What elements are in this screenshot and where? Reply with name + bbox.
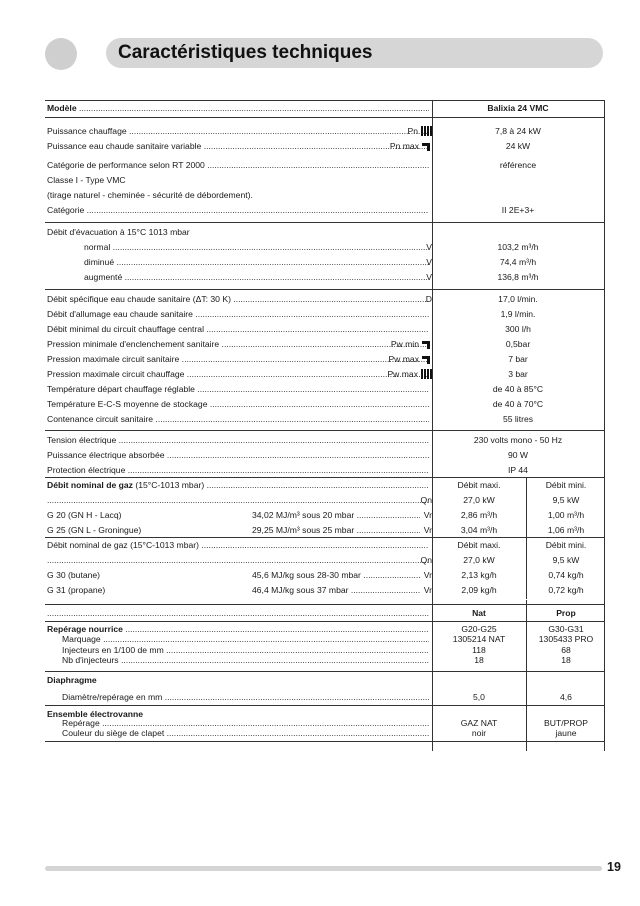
radiator-icon <box>421 126 432 136</box>
row-value-col1: 27,0 kW <box>463 495 495 505</box>
header-rule <box>45 117 604 118</box>
electrovanne-row <box>45 718 604 729</box>
row-value-col1: 118 <box>472 644 486 655</box>
row-label <box>47 606 429 621</box>
hydraulic-row <box>45 307 604 322</box>
header-circle <box>45 38 77 70</box>
row-value: 136,8 m³/h <box>497 272 539 282</box>
row-value-col2: Débit mini. <box>545 540 587 550</box>
row-label: G 25 (GN L - Groningue) <box>47 525 142 535</box>
hydraulic-row <box>45 322 604 337</box>
row-value-col1: noir <box>471 728 487 738</box>
tirage-row <box>45 188 604 203</box>
row-label: Nb d'injecteurs ..... <box>62 655 429 666</box>
row-label: G 31 (propane) <box>47 585 106 595</box>
row-label: augmenté ..... <box>84 270 429 285</box>
row-symbol: Pn max <box>390 139 432 154</box>
model-label: Modèle <box>47 103 77 113</box>
rt2000-row <box>45 158 604 173</box>
row-symbol: V <box>426 272 432 282</box>
row-value-col1: 27,0 kW <box>463 555 495 565</box>
row-value-col1: 1305214 NAT <box>452 634 506 644</box>
row-value-col1: 18 <box>474 655 484 665</box>
section-rule <box>45 741 604 742</box>
tap-icon <box>422 339 432 349</box>
row-value-col1: 2,09 kg/h <box>461 585 497 595</box>
row-value: 7 bar <box>508 354 528 364</box>
electrical-row <box>45 463 604 478</box>
hydraulic-row <box>45 412 604 427</box>
gas-prop-row <box>45 568 604 583</box>
hydraulic-row <box>45 367 604 382</box>
row-label: Couleur du siège de clapet ..... <box>62 728 429 739</box>
row-label: Pression minimale d'enclenchement sanitaire ..... <box>47 337 429 352</box>
row-value-col2: 0,74 kg/h <box>548 570 584 580</box>
gas-nat-title <box>45 478 604 493</box>
row-label: Pression maximale circuit sanitaire ..... <box>47 352 429 367</box>
evacuation-row <box>45 240 604 255</box>
row-value-col2: 1,00 m³/h <box>547 510 585 520</box>
row-label: normal ..... <box>84 240 429 255</box>
row-label <box>47 553 429 568</box>
row-symbol: Pw min <box>391 337 432 352</box>
row-label: G 20 (GN H - Lacq) <box>47 510 122 520</box>
row-value-col2: Prop <box>556 608 576 618</box>
hydraulic-row <box>45 292 604 307</box>
section-rule <box>45 430 604 431</box>
row-symbol: Vr <box>423 510 432 520</box>
row-label: Température E-C-S moyenne de stockage ..... <box>47 397 429 412</box>
gas-spec: 45,6 MJ/kg sous 28-30 mbar ..... <box>252 568 420 583</box>
section-rule <box>45 705 604 706</box>
tap-icon <box>422 354 432 364</box>
row-value-col2: 4,6 <box>560 691 572 702</box>
row-value-col1: Nat <box>472 608 486 618</box>
row-value-col2: jaune <box>555 728 577 738</box>
footer-bar <box>45 866 602 871</box>
evacuation-row <box>45 270 604 285</box>
row-value: 7,8 à 24 kW <box>495 126 541 136</box>
row-value: II 2E+3+ <box>501 205 535 215</box>
row-value-col1: 5,0 <box>473 691 485 702</box>
row-value: 230 volts mono - 50 Hz <box>473 435 563 445</box>
hydraulic-row <box>45 352 604 367</box>
row-label: Classe I - Type VMC <box>47 175 126 185</box>
table-right-border <box>604 100 605 751</box>
row-label: Marquage ..... <box>62 634 429 645</box>
diaphragme-title <box>45 673 604 688</box>
row-value-col1: Débit maxi. <box>457 480 501 490</box>
row-value: IP 44 <box>508 465 528 475</box>
row-label: Protection électrique ..... <box>47 463 429 478</box>
gas-spec: 34,02 MJ/m³ sous 20 mbar ..... <box>252 508 420 523</box>
hydraulic-row <box>45 337 604 352</box>
row-value: 3 bar <box>508 369 528 379</box>
row-value-col1: 3,04 m³/h <box>460 525 498 535</box>
radiator-icon <box>421 369 432 379</box>
row-value-col2: 1305433 PRO <box>538 634 594 644</box>
row-label: Débit d'allumage eau chaude sanitaire ..... <box>47 307 429 322</box>
model-row <box>45 100 604 115</box>
row-symbol: Vr <box>423 525 432 535</box>
diaphragme-row <box>45 690 604 705</box>
evacuation-row <box>45 255 604 270</box>
electrovanne-row <box>45 728 604 739</box>
row-label: diminué ..... <box>84 255 429 270</box>
row-label: Puissance électrique absorbée ..... <box>47 448 429 463</box>
gas-nat-row <box>45 508 604 523</box>
electrical-row <box>45 448 604 463</box>
row-value-col2: 18 <box>561 655 571 665</box>
gas-prop-row <box>45 583 604 598</box>
row-label: Débit minimal du circuit chauffage central ..... <box>47 322 429 337</box>
classe-row <box>45 173 604 188</box>
row-value: 103,2 m³/h <box>497 242 539 252</box>
row-value-col2: 0,72 kg/h <box>548 585 584 595</box>
electrical-row <box>45 433 604 448</box>
section-rule <box>45 222 604 223</box>
gas-nat-row <box>45 523 604 538</box>
row-label-bold: Repérage nourrice <box>47 624 123 634</box>
row-value-col1: G20-G25 <box>461 624 497 634</box>
row-symbol: Pw max <box>387 367 432 382</box>
categorie-row <box>45 203 604 218</box>
row-value-col2: 9,5 kW <box>552 495 580 505</box>
row-label: Débit nominal de gaz (15°C-1013 mbar) ..... <box>47 478 429 493</box>
row-value-col2: Débit mini. <box>545 480 587 490</box>
row-label: Débit d'évacuation à 15°C 1013 mbar <box>47 227 190 237</box>
nourrice-row <box>45 634 604 645</box>
gas-spec: 46,4 MJ/kg sous 37 mbar ..... <box>252 583 420 598</box>
section-rule <box>45 671 604 672</box>
row-symbol: Vr <box>423 585 432 595</box>
row-value: 55 litres <box>502 414 534 424</box>
hydraulic-row <box>45 397 604 412</box>
row-value: de 40 à 85°C <box>492 384 544 394</box>
row-value-col1: 2,86 m³/h <box>460 510 498 520</box>
row-label: Débit spécifique eau chaude sanitaire (ΔT: 30 K) ..... <box>47 292 429 307</box>
row-label: Tension électrique ..... <box>47 433 429 448</box>
row-value: référence <box>499 160 537 170</box>
row-label: Contenance circuit sanitaire ..... <box>47 412 429 427</box>
row-value-col2: 68 <box>561 644 571 655</box>
row-label: Injecteurs en 1/100 de mm ..... <box>62 645 429 656</box>
row-value-col2: BUT/PROP <box>544 717 588 728</box>
row-value-col1: GAZ NAT <box>460 717 498 728</box>
gas-prop-title <box>45 538 604 553</box>
row-symbol: Pw max <box>388 352 432 367</box>
model-value: Balixia 24 VMC <box>487 103 549 113</box>
row-label: Température départ chauffage réglable ..... <box>47 382 429 397</box>
row-value: 90 W <box>507 450 529 460</box>
row-label: Pression maximale circuit chauffage ..... <box>47 367 429 382</box>
row-symbol: V <box>426 242 432 252</box>
row-value: 300 l/h <box>505 324 531 334</box>
row-symbol: Qn <box>420 495 432 505</box>
hydraulic-row <box>45 382 604 397</box>
row-symbol: Pn <box>407 124 432 139</box>
row-label <box>47 493 429 508</box>
row-value: 74,4 m³/h <box>499 257 537 267</box>
row-symbol: V <box>426 257 432 267</box>
row-symbol: Vr <box>423 570 432 580</box>
section-rule <box>45 289 604 290</box>
gas-prop-qn <box>45 553 604 568</box>
row-symbol: D <box>425 294 432 304</box>
row-label-bold: Ensemble électrovanne <box>47 708 144 719</box>
power-row <box>45 139 604 154</box>
gas-spec: 29,25 MJ/m³ sous 25 mbar ..... <box>252 523 420 538</box>
row-label: Catégorie ..... <box>47 203 429 218</box>
row-label-bold: Diaphragme <box>47 674 97 685</box>
page-title: Caractéristiques techniques <box>118 42 373 63</box>
row-label: G 30 (butane) <box>47 570 101 580</box>
power-row <box>45 124 604 139</box>
section-rule <box>45 604 604 605</box>
nourrice-row <box>45 645 604 656</box>
row-value-col1: 2,13 kg/h <box>461 570 497 580</box>
tap-icon <box>422 141 432 151</box>
row-label: Puissance chauffage ..... <box>47 124 429 139</box>
row-label <box>47 673 429 688</box>
row-value-col2: G30-G31 <box>548 624 584 634</box>
row-label: (tirage naturel - cheminée - sécurité de débordement). <box>47 190 253 200</box>
gas-nat-qn <box>45 493 604 508</box>
row-value-col2: 1,06 m³/h <box>547 525 585 535</box>
row-symbol: Qn <box>420 555 432 565</box>
row-label: Puissance eau chaude sanitaire variable ..... <box>47 139 429 154</box>
row-value: 17,0 l/min. <box>498 294 538 304</box>
nourrice-row <box>45 655 604 666</box>
row-value: 1,9 l/min. <box>500 309 536 319</box>
row-value: 0,5bar <box>505 339 531 349</box>
row-label: Diamètre/repérage en mm ..... <box>62 690 429 705</box>
page-number: 19 <box>607 860 621 874</box>
row-label: Débit nominal de gaz (15°C-1013 mbar) ..... <box>47 538 429 553</box>
row-label-bold: Débit nominal de gaz <box>47 480 133 490</box>
row-value: de 40 à 70°C <box>492 399 544 409</box>
gas-type-header <box>45 606 604 621</box>
row-label: Catégorie de performance selon RT 2000 ..... <box>47 158 429 173</box>
row-value-col2: 9,5 kW <box>552 555 580 565</box>
evacuation-title <box>45 225 604 240</box>
row-value: 24 kW <box>505 141 531 151</box>
row-value-col1: Débit maxi. <box>457 540 501 550</box>
row-label: Repérage ..... <box>62 718 429 729</box>
